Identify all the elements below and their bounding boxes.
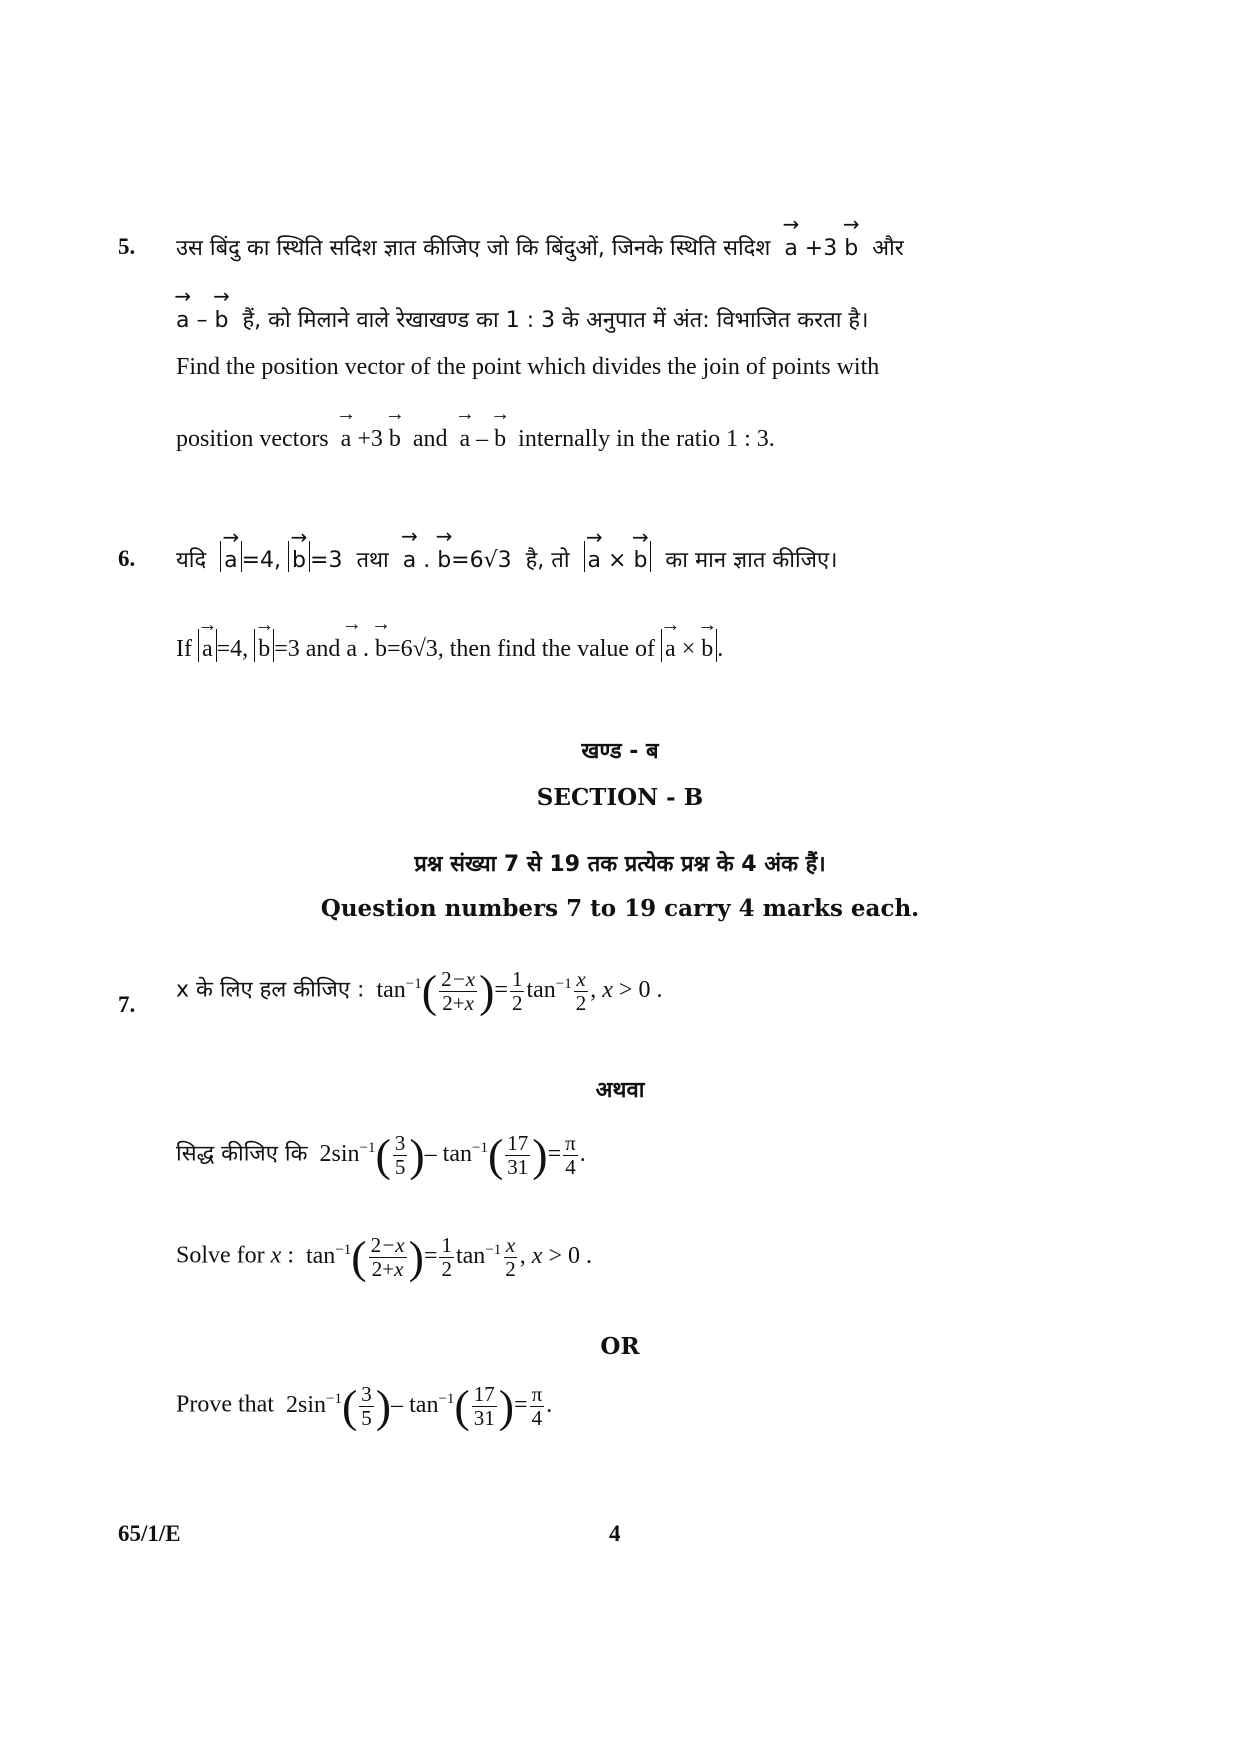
section-english-title: SECTION - B [536, 784, 704, 811]
q7-proof-hindi: $2\sin^{-1}$( $\frac{3}{5}$ )– $\tan^{-1}$( $\frac{17}{31}$ )= $\frac{\pi}{4}$ . [319, 1129, 586, 1180]
question-5-english-line-1: Find the position vector of the point which divides the join of points with [176, 354, 880, 380]
q5-hindi-text-1: उस बिंदु का स्थिति सदिश ज्ञात कीजिए जो कि बिंदुओं, जिनके स्थिति सदिश [176, 236, 771, 261]
q6-hindi-prefix: यदि [176, 548, 207, 573]
q5-hindi-vector-b-2: → b [214, 300, 228, 333]
q7-hindi-prove: सिद्ध कीजिए कि [176, 1141, 308, 1167]
q6-cross: → a × → b [584, 541, 652, 572]
question-5-hindi-line-1: उस बिंदु का स्थिति सदिश ज्ञात कीजिए जो कि बिंदुओं, जिनके स्थिति सदिश → a +3 → b और [176, 228, 1076, 262]
question-6-english-line: If → a =4, → b =3 and → a . → b=6√3, then find the value of → a × → b . [176, 628, 1076, 663]
q5-english-prefix: position vectors [176, 426, 329, 452]
q5-english-vector-b-2: → b [494, 418, 506, 453]
section-hindi-title: खण्ड - ब [581, 739, 659, 764]
question-5-hindi-line-2: → a – → b हैं, को मिलाने वाले रेखाखण्ड का 1 : 3 के अनुपात में अंत: विभाजित करता है। [176, 300, 1076, 334]
q7-english-solve: Solve for x : [176, 1242, 294, 1269]
q7-english-prove: Prove that [176, 1391, 274, 1418]
q6-abs-a: → a [220, 541, 241, 572]
q5-english-vector-b: → b [389, 418, 401, 453]
question-6-number: 6. [118, 546, 136, 571]
q6-english-and: and [305, 636, 341, 662]
q6-en-cross: → a × → b [661, 629, 717, 662]
question-5-number: 5. [118, 234, 136, 259]
question-7-number: 7. [118, 992, 136, 1017]
q7-equation: $\tan^{-1}$( $\frac{2-x}{2+x}$ )= $\frac{1}{2}$ $\tan^{-1}$ $\frac{x}{2}$ , x > 0 . [376, 965, 663, 1016]
q6-hindi-tatha: तथा [356, 548, 389, 573]
question-7-english-solve-line [176, 1231, 1076, 1282]
q5-hindi-text-2: हैं, को मिलाने वाले रेखाखण्ड का 1 : 3 के अनुपात में अंत: विभाजित करता है। [242, 308, 869, 333]
q7-hindi-solve: x के लिए हल कीजिए : [176, 977, 365, 1003]
q7-english-or: OR [600, 1333, 640, 1360]
q6-english-then: , then find the value of [437, 636, 656, 662]
question-5-english-line-2: position vectors → a +3 → b and → a – → b internally in the ratio 1 : 3. [176, 418, 1076, 453]
question-7-english-prove-line [176, 1380, 1076, 1431]
q6-en-dot-a: → a [346, 628, 357, 663]
q6-en-dot-b: → b [375, 628, 387, 663]
q5-english-vector-a: → a [341, 418, 352, 453]
q5-hindi-vector-a: → a [176, 300, 189, 333]
q6-dot-b: → b [437, 540, 451, 573]
q6-abs-b: → b [288, 541, 310, 572]
q6-english-end: . [717, 636, 724, 662]
q5-hindi-vector-b: → b [844, 228, 858, 261]
q6-hindi-suffix: का मान ज्ञात कीजिए। [665, 548, 838, 573]
question-7-hindi-prove-line [176, 1129, 1076, 1180]
page-number: 4 [609, 1521, 621, 1546]
q5-english-vector-a-2: → a [460, 418, 471, 453]
paper-code: 65/1/E [118, 1521, 181, 1546]
q6-dot-a: → a [403, 540, 416, 573]
q5-english-and: and [412, 426, 448, 452]
q7-equation-english: $\tan^{-1}$( $\frac{2-x}{2+x}$ )= $\frac{1}{2}$ $\tan^{-1}$ $\frac{x}{2}$ , x > 0 . [305, 1231, 592, 1282]
q5-hindi-vector-a-plus-3b: → a [784, 228, 797, 261]
question-7-hindi-solve-line [176, 965, 1076, 1016]
q6-en-abs-b: → b [254, 629, 274, 662]
q5-english-suffix: internally in the ratio 1 : 3. [518, 426, 775, 452]
question-6-hindi-line: यदि → a =4, → b =3 तथा → a . → b=6√3 है, तो → a × → b का मान ज्ञात कीजिए। [176, 540, 1076, 574]
section-hindi-instruction: प्रश्न संख्या 7 से 19 तक प्रत्येक प्रश्न के 4 अंक हैं। [414, 852, 826, 877]
q5-hindi-and: और [872, 236, 904, 261]
q6-hindi-then: है, तो [525, 548, 570, 573]
q7-proof-english: $2\sin^{-1}$( $\frac{3}{5}$ )– $\tan^{-1}$( $\frac{17}{31}$ )= $\frac{\pi}{4}$ . [285, 1380, 553, 1431]
q6-english-prefix: If [176, 636, 192, 662]
section-english-instruction: Question numbers 7 to 19 carry 4 marks each. [320, 895, 920, 922]
q6-en-abs-a: → a [198, 629, 217, 662]
q7-hindi-or: अथवा [595, 1078, 645, 1103]
